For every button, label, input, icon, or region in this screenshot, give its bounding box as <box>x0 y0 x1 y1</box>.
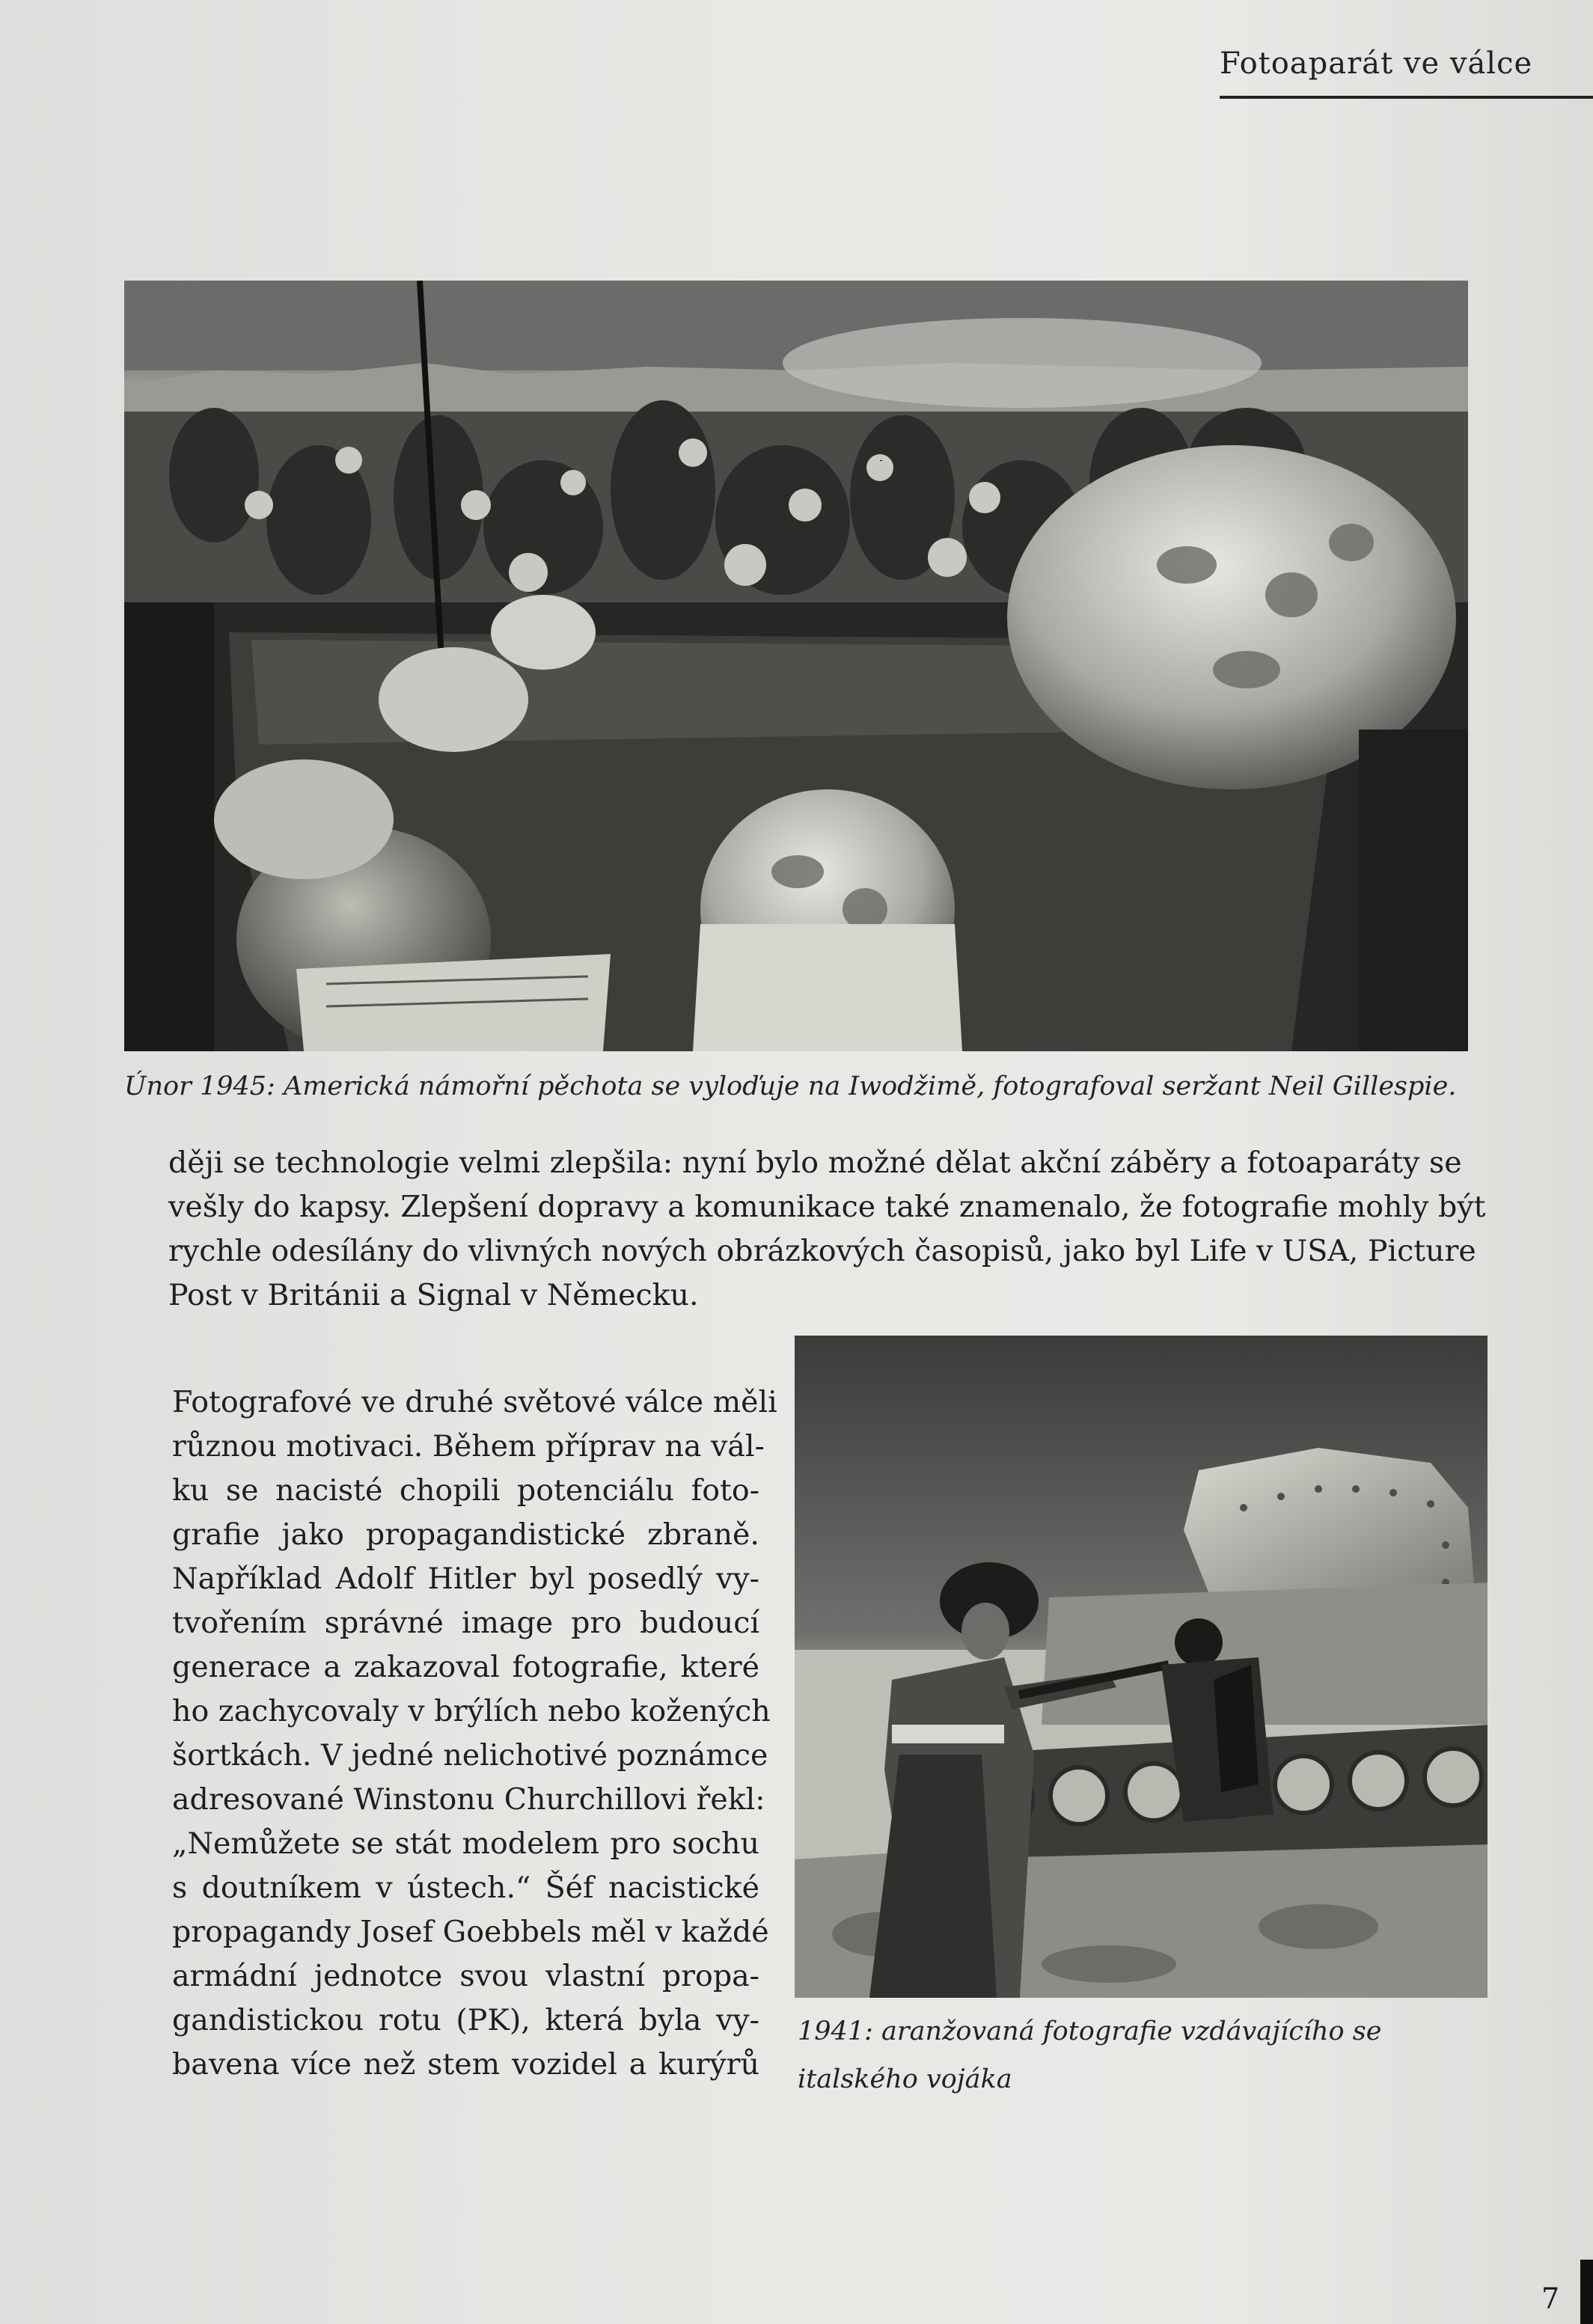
paragraph-line: Post v Británii a Signal v Německu. <box>168 1278 699 1312</box>
surrender-tank-photo <box>795 1336 1487 1998</box>
paragraph-line: ději se technologie velmi zlepšila: nyní bylo možné dělat akční záběry a fotoaparáty se <box>168 1146 1462 1180</box>
iwo-jima-landing-photo <box>124 281 1468 1051</box>
caption-line: italského vojáka <box>798 2064 1012 2094</box>
paragraph-line: generace a zakazoval fotografie, které <box>172 1650 759 1684</box>
page-number: 7 <box>1541 2282 1560 2315</box>
paragraph-line: adresované Winstonu Churchillovi řekl: <box>172 1782 765 1817</box>
page-edge-tab <box>1580 2260 1593 2324</box>
paragraph-line: ku se nacisté chopili potenciálu foto- <box>172 1473 759 1508</box>
intro-paragraph <box>168 1141 1486 1318</box>
paragraph-line: grafie jako propagandistické zbraně. <box>172 1517 759 1552</box>
figure-caption-1: Únor 1945: Americká námořní pěchota se vyloďuje na Iwodžimě, fotografoval seržant Neil Gillespie. <box>124 1071 1457 1101</box>
paragraph-line: s doutníkem v ústech.“ Šéf nacistické <box>172 1871 759 1905</box>
paragraph-line: rychle odesílány do vlivných nových obrázkových časopisů, jako byl Life v USA, Picture <box>168 1234 1476 1268</box>
header-rule <box>1220 96 1593 99</box>
paragraph-line: různou motivaci. Během příprav na vál- <box>172 1429 765 1464</box>
paragraph-line: bavena více než stem vozidel a kurýrů <box>172 2047 759 2082</box>
paragraph-line: Fotografové ve druhé světové válce měli <box>172 1385 777 1419</box>
paragraph-line: vešly do kapsy. Zlepšení dopravy a komunikace také znamenalo, že fotografie mohly být <box>168 1190 1486 1224</box>
paragraph-line: tvořením správné image pro budoucí <box>172 1606 759 1640</box>
caption-line: 1941: aranžovaná fotografie vzdávajícího se <box>798 2016 1382 2046</box>
running-header: Fotoaparát ve válce <box>1220 46 1533 81</box>
paragraph-line: armádní jednotce svou vlastní propa- <box>172 1959 759 1993</box>
paragraph-line: „Nemůžete se stát modelem pro sochu <box>172 1826 759 1861</box>
paragraph-line: propagandy Josef Goebbels měl v každé <box>172 1915 769 1949</box>
paragraph-line: Například Adolf Hitler byl posedlý vy- <box>172 1562 759 1596</box>
paragraph-line: šortkách. V jedné nelichotivé poznámce <box>172 1738 768 1773</box>
paragraph-line: gandistickou rotu (PK), která byla vy- <box>172 2003 759 2037</box>
column-paragraph <box>172 1380 777 2087</box>
figure-caption-2 <box>798 2007 1493 2103</box>
paragraph-line: ho zachycovaly v brýlích nebo kožených <box>172 1694 771 1728</box>
